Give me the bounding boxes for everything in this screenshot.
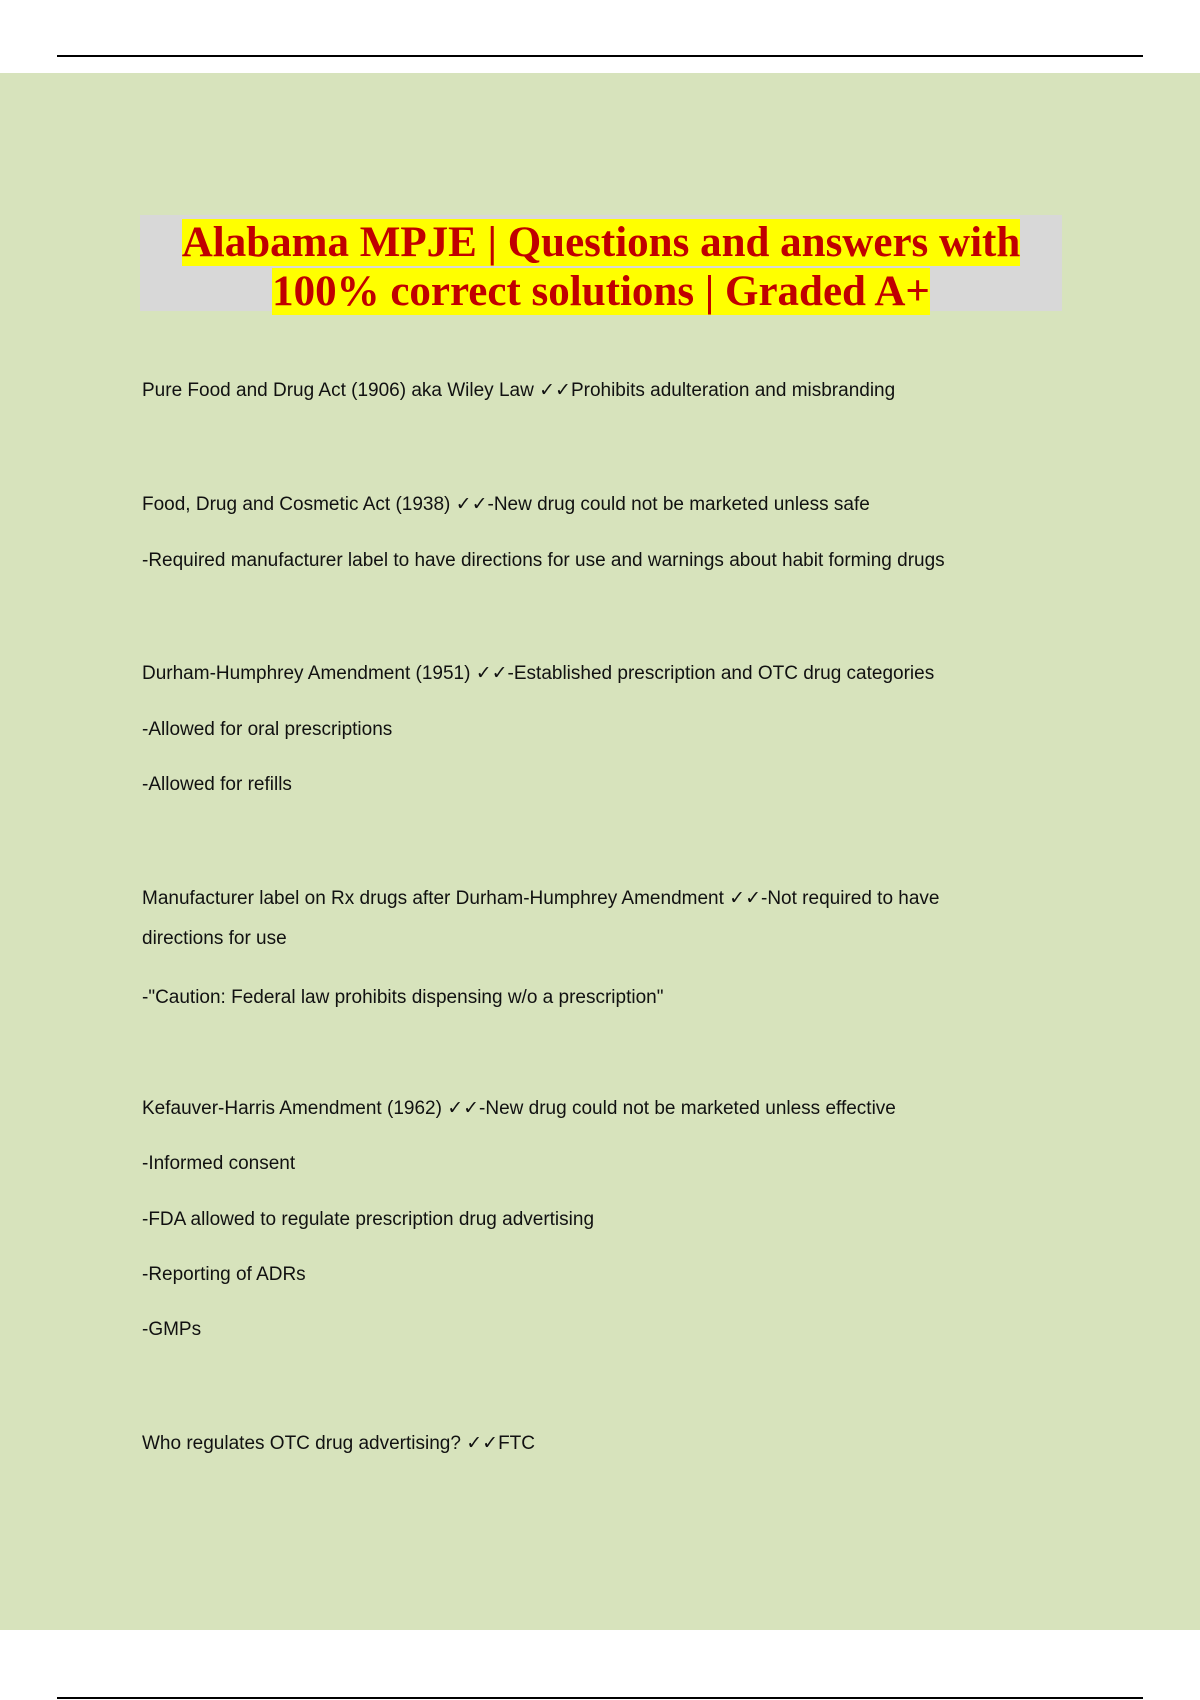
- title-line-2: 100% correct solutions | Graded A+: [272, 268, 930, 315]
- qa-item-5: [142, 1098, 896, 1120]
- question-text: Who regulates OTC drug advertising?: [142, 1433, 461, 1454]
- checkmark-icon: ✓✓: [455, 494, 488, 515]
- answer-text: -New drug could not be marketed unless safe: [487, 494, 870, 515]
- answer-line: -Required manufacturer label to have directions for use and warnings about habit forming drugs: [142, 550, 945, 571]
- qa-item-3: [142, 663, 934, 685]
- answer-text: -New drug could not be marketed unless effective: [479, 1098, 896, 1119]
- answer-text: FTC: [498, 1433, 535, 1454]
- answer-line: -Allowed for oral prescriptions: [142, 719, 393, 740]
- answer-line: -Reporting of ADRs: [142, 1264, 306, 1285]
- answer-text: -Established prescription and OTC drug categories: [507, 663, 935, 684]
- checkmark-icon: ✓✓: [539, 380, 571, 401]
- checkmark-icon: ✓✓: [729, 888, 761, 909]
- qa-item-2: [142, 494, 870, 516]
- footer-rule: [57, 1697, 1143, 1699]
- qa-item-1: [142, 380, 895, 402]
- answer-line: -FDA allowed to regulate prescription drug advertising: [142, 1209, 595, 1230]
- answer-line: -"Caution: Federal law prohibits dispensing w/o a prescription": [142, 987, 664, 1008]
- question-text: Manufacturer label on Rx drugs after Durham-Humphrey Amendment: [142, 888, 724, 909]
- question-text: Food, Drug and Cosmetic Act (1938): [142, 494, 451, 515]
- answer-text: Prohibits adulteration and misbranding: [570, 380, 896, 401]
- header-rule: [57, 55, 1143, 57]
- title-band: [140, 215, 1062, 315]
- page-title: [140, 215, 1062, 316]
- answer-line: -Allowed for refills: [142, 774, 292, 795]
- question-text: Kefauver-Harris Amendment (1962): [142, 1098, 442, 1119]
- checkmark-icon: ✓✓: [475, 663, 508, 684]
- content-sheet: [0, 73, 1200, 1630]
- checkmark-icon: ✓✓: [466, 1433, 499, 1454]
- checkmark-icon: ✓✓: [447, 1098, 480, 1119]
- answer-line: -Informed consent: [142, 1153, 296, 1174]
- answer-line: -GMPs: [142, 1319, 202, 1340]
- qa-item-6: [142, 1433, 535, 1455]
- qa-item-4: [142, 879, 1002, 959]
- title-line-1: Alabama MPJE | Questions and answers with: [181, 219, 1021, 266]
- answer-text: -Not required to have directions for use: [142, 888, 940, 949]
- question-text: Durham-Humphrey Amendment (1951): [142, 663, 471, 684]
- question-text: Pure Food and Drug Act (1906) aka Wiley Law: [142, 380, 534, 401]
